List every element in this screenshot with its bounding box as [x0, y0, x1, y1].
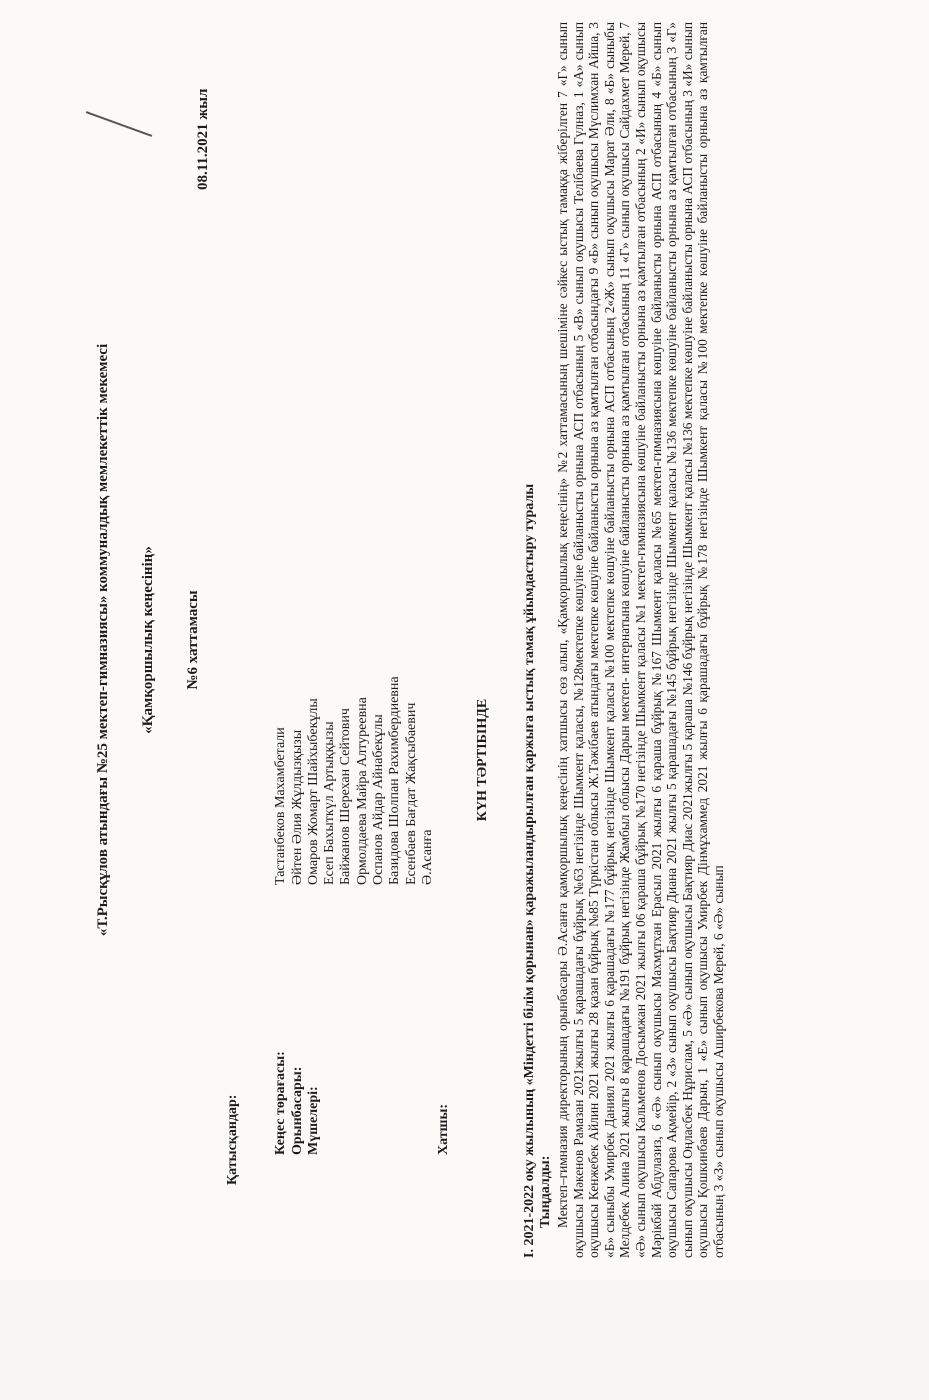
member-name: Байжанов Шерехан Сейтович: [338, 708, 354, 885]
secretary-row: [420, 365, 452, 1185]
deputy-label: Орынбасары:: [289, 1066, 305, 1155]
listened-label: Тыңдалды:: [538, 1155, 553, 1228]
body-paragraph: Мектеп–гимназия директорының орынбасары Ә.Асанға қамқоршылық кеңесінің хатшысы сөз алып, «Қамқоршылық кеңесінің» №2 хаттамасының шешіміне сәйкес ыстық тамаққа жіберілген 7 «Г» сынып оқушысы Мәкенов Рамазан 2021жылғы 5 қарашадағы бұйрық №63 негізінде Шымкент қаласы, №128мектепке көшуіне байланысты орнына АСП отбасының 5 «В» сынып оқушысы Телібаева Гүлназ, 1 «А» сынып оқушысы Кенжебек Айлин 2021 жылғы 28 қазан бұйрық №85 Түркістан облысы Ж.Тәжібаев атындағы мектепке көшуіне байланысты орнына аз қамтылған отбасындағы 9 «Б» сынып оқушысы Мүслимхан Айша, 3 «Б» сыныбы Умирбек Даниял 2021 жылғы 6 қарашадағы №177 бұйрық негізінде Шымкент қаласы №100 мектепке көшуіне байланысты орнына АСП отбасының 2«Ж» сынып оқушысы Марат Әли, 8 «Б» сыныбы Мелдебек Алина 2021 жылғы 8 қарашадағы №191 бұйрық негізінде Жамбыл облысы Дарын мектеп- интернатына көшуіне байланысты орнына аз қамтылған отбасының 11 «Г» сынып оқушысы Сайдахмет Мерей, 7 «Ә» сынып оқушысы Кальменов Досымжан 2021 жылғы 06 қараша бұйрық №170 негізінде Шымкент қаласы №1 мектеп-гимназиясына көшуіне байланысты орнына аз қамтылған отбасының 2 «И» сынып оқушысы Мәрікбай Абдулазиз, 6 «Ә» сынып оқушысы Махмұтхан Ерасыл 2021 жылғы 6 қараша бұйрық №167 Шымкент қаласы №65 мектеп-гимназиясына көшуіне байланысты орнына АСП отбасының 4 «Б» сынып оқушысы Сапарова Ақмейір, 2 «З» сынып оқушысы Бақтияр Диана 2021 жылғы 5 қарашадағы №145 бұйрық негізінде Шымкент қаласы №136 мектепке көшуіне байланысты орнына аз қамтылған отбасының 3 «Г» сынып оқушысы Оңласбек Нұрислам, 5 «Ә» сынып оқушысы Бақтияр Диас 2021жылғы 5 қараша №146 бұйрық негізінде Шымкент қаласы №136 мектепке көшуіне байланысты орнына АСП отбасының 3 «И» сынып оқушысы Қошкинбаев Дарын, 1 «Е» сынып оқушысы Умирбек Дінмұхаммед 2021 жылғы 6 қарашадағы бұйрық №178 негізінде Шымкент қаласы №100 мектепке көшуіне байланысты орнына аз қамтылған отбасының 3 «З» сынып оқушысы Аширбекова Мерей, 6 «Ә» сынып: [555, 22, 726, 1258]
deputy-name: Әйтен Әлия Жұлдызқызы: [289, 729, 305, 885]
members-label: Мүшелері:: [305, 1086, 321, 1155]
participants-block: [225, 365, 452, 1185]
member-name: Оспанов Айдар Айнабекұлы: [371, 714, 387, 885]
section-title: I. 2021-2022 оқу жылының «Міндетті білім қорынан» қаражыландырылған қаржыға ыстық тамақ ұйымдастыру туралы: [522, 483, 537, 1258]
participants-label: Қатысқандар:: [225, 1094, 240, 1185]
members-list: [306, 365, 420, 945]
document-page: «Т.Рысқұлов атындағы №25 мектеп-гимназиясы» коммуналдық мемлекеттік мекемесі «Қамқоршылық кеңесінің» №6 хаттамасы 08.11.2021 жыл Қатысқандар: Кеңес төрағасы: Тастанбеков Махамбетали Орынбасары: Әйтен Әлия Жұлдызқызы Мүшелері: Омаров Жомарт Шайхыбекұлы Есеп Бахыткүл Артыққызы Байжанов Шерехан Сейтович Ормолдаева Майра Алтуреевна Оспанов Айдар Айнабекұлы Базидова Шолпан Рахимбердиевна Есенбаев Бағдат Жақсыбаевич Хатшы: Ә.Асанға КҮН ТӘРТІБІНДЕ I. 2021-2022 оқу жылының «Міндетті білім қорынан» қаражыландырылған қаржыға ыстық тамақ ұйымдастыру туралы Тыңдалды: Мектеп–гимназия директорының орынбасары Ә.Асанға қамқоршылық кеңесінің хатшысы сөз алып, «Қамқоршылық кеңесінің» №2 хаттамасының шешіміне сәйкес ыстық тамаққа жіберілген 7 «Г» сынып оқушысы Мәкенов Рамазан 2021жылғы 5 қарашадағы бұйрық №63 негізінде Шымкент қаласы, №128мектепке көшуіне байланысты орнына АСП отбасының 5 «В» сынып оқушысы Телібаева Гүлназ, 1 «А» сынып оқушысы Кенжебек Айлин 2021 жылғы 28 қазан бұйрық №85 Түркістан облысы Ж.Тәжібаев атындағы мектепке көшуіне байланысты орнына аз қамтылған отбасындағы 9 «Б» сынып оқушысы Мүслимхан Айша, 3 «Б» сыныбы Умирбек Даниял 2021 жылғы 6 қарашадағы №177 бұйрық негізінде Шымкент қаласы №100 мектепке көшуіне байланысты орнына АСП отбасының 2«Ж» сынып оқушысы Марат Әли, 8 «Б» сыныбы Мелдебек Алина 2021 жылғы 8 қарашадағы №191 бұйрық негізінде Жамбыл облысы Дарын мектеп- интернатына көшуіне байланысты орнына аз қамтылған отбасының 11 «Г» сынып оқушысы Сайдахмет Мерей, 7 «Ә» сынып оқушысы Кальменов Досымжан 2021 жылғы 06 қараша бұйрық №170 негізінде Шымкент қаласы №1 мектеп-гимназиясына көшуіне байланысты орнына аз қамтылған отбасының 2 «И» сынып оқушысы Мәрікбай Абдулазиз, 6 «Ә» сынып оқушысы Махмұтхан Ерасыл 2021 жылғы 6 қараша бұйрық №167 Шымкент қаласы №65 мектеп-гимназиясына көшуіне байланысты орнына АСП отбасының 4 «Б» сынып оқушысы Сапарова Ақмейір, 2 «З» сынып оқушысы Бақтияр Диана 2021 жылғы 5 қарашадағы №145 бұйрық негізінде Шымкент қаласы №136 мектепке көшуіне байланысты орнына аз қамтылған отбасының 3 «Г» сынып оқушысы Оңласбек Нұрислам, 5 «Ә» сынып оқушысы Бақтияр Диас 2021жылғы 5 қараша №146 бұйрық негізінде Шымкент қаласы №136 мектепке көшуіне байланысты орнына АСП отбасының 3 «И» сынып оқушысы Қошкинбаев Дарын, 1 «Е» сынып оқушысы Умирбек Дінмұхаммед 2021 жылғы 6 қарашадағы бұйрық №178 негізінде Шымкент қаласы №100 мектепке көшуіне байланысты орнына аз қамтылған отбасының 3 «З» сынып оқушысы Аширбекова Мерей, 6 «Ә» сынып: [0, 0, 929, 1280]
secretary-name: Ә.Асанға: [419, 829, 435, 885]
deputy-row: [290, 365, 306, 1185]
participants-row: [225, 365, 241, 1185]
council-title: «Қамқоршылық кеңесінің»: [140, 546, 156, 734]
chair-label: Кеңес төрағасы:: [273, 1051, 289, 1155]
member-name: Есеп Бахыткүл Артыққызы: [322, 721, 338, 885]
member-name: Ормолдаева Майра Алтуреевна: [354, 697, 370, 885]
secretary-label: Хатшы:: [435, 1103, 451, 1155]
organization-title: «Т.Рысқұлов атындағы №25 мектеп-гимназиясы» коммуналдық мемлекеттік мекемесі: [95, 343, 111, 937]
member-name: Есенбаев Бағдат Жақсыбаевич: [403, 702, 419, 885]
protocol-number: №6 хаттамасы: [185, 590, 201, 690]
agenda-title: КҮН ТӘРТІБІНДЕ: [475, 698, 490, 822]
chair-name: Тастанбеков Махамбетали: [273, 727, 289, 885]
members-row: [306, 365, 420, 1185]
chair-row: [273, 365, 289, 1185]
member-name: Омаров Жомарт Шайхыбекұлы: [305, 698, 321, 885]
member-name: Базидова Шолпан Рахимбердиевна: [387, 676, 403, 885]
